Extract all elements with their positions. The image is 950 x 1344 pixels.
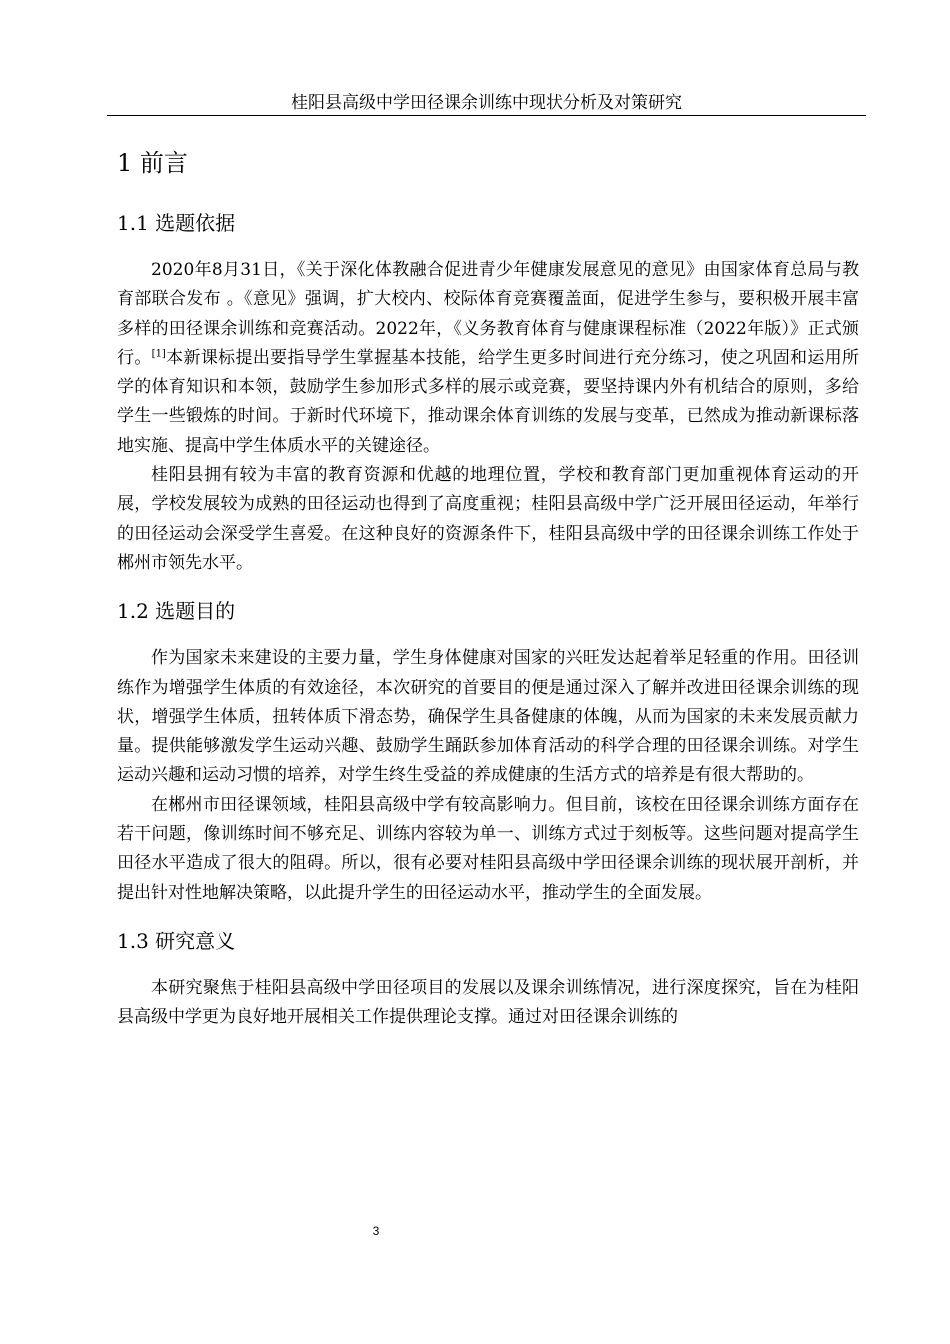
paragraph-text: 2020年8月31日，《关于深化体教融合促进青少年健康发展意见的意见》由国家体育总局与教育部联合发布 。《意见》强调，扩大校内、校际体育竞赛覆盖面，促进学生参与，要积极开展丰富多样的田径课余训练和竞赛活动。2022年，《义务教育体育与健康课程标准（2022年版）》正式颁行。	[117, 260, 859, 368]
section-1-2	[117, 596, 859, 908]
paragraph	[117, 256, 859, 461]
section-heading: 1.2 选题目的	[117, 599, 236, 624]
section-heading: 1.1 选题依据	[117, 211, 236, 235]
paragraph: 在郴州市田径课领域，桂阳县高级中学有较高影响力。但目前，该校在田径课余训练方面存在若干问题，像训练时间不够充足、训练内容较为单一、训练方式过于刻板等。这些问题对提高学生田径水平造成了很大的阻碍。所以，很有必要对桂阳县高级中学田径课余训练的现状展开剖析，并提出针对性地解决策略，以此提升学生的田径运动水平，推动学生的全面发展。	[117, 794, 859, 903]
page-number: 3	[372, 1224, 380, 1238]
paragraph: 本研究聚焦于桂阳县高级中学田径项目的发展以及课余训练情况，进行深度探究，旨在为桂阳县高级中学更为良好地开展相关工作提供理论支撑。通过对田径课余训练的	[117, 977, 859, 1028]
chapter-title: 1 前言	[117, 149, 188, 177]
page-body	[117, 138, 859, 1033]
section-heading: 1.3 研究意义	[117, 928, 236, 953]
running-header: 桂阳县高级中学田径课余训练中现状分析及对策研究	[107, 92, 866, 116]
paragraph-text: 本新课标提出要指导学生掌握基本技能，给学生更多时间进行充分练习，使之巩固和运用所学的体育知识和本领，鼓励学生参加形式多样的展示或竞赛，要坚持课内外有机结合的原则，多给学生一些锻炼的时间。于新时代环境下，推动课余体育训练的发展与变革，已然成为推动新课标落地实施、提高中学生体质水平的关键途径。	[117, 347, 860, 456]
citation-marker[interactable]: [1]	[151, 348, 166, 360]
section-1-1	[117, 208, 859, 578]
paragraph: 桂阳县拥有较为丰富的教育资源和优越的地理位置，学校和教育部门更加重视体育运动的开展，学校发展较为成熟的田径运动也得到了高度重视；桂阳县高级中学广泛开展田径运动，年举行的田径运动会深受学生喜爱。在这种良好的资源条件下，桂阳县高级中学的田径课余训练工作处于郴州市领先水平。	[117, 465, 859, 573]
section-1-3	[117, 926, 859, 1033]
paragraph: 作为国家未来建设的主要力量，学生身体健康对国家的兴旺发达起着举足轻重的作用。田径训练作为增强学生体质的有效途径，本次研究的首要目的便是通过深入了解并改进田径课余训练的现状，增强学生体质，扭转体质下滑态势，确保学生具备健康的体魄，从而为国家的未来发展贡献力量。提供能够激发学生运动兴趣、鼓励学生踊跃参加体育活动的科学合理的田径课余训练。对学生运动兴趣和运动习惯的培养，对学生终生受益的养成健康的生活方式的培养是有很大帮助的。	[117, 648, 859, 786]
